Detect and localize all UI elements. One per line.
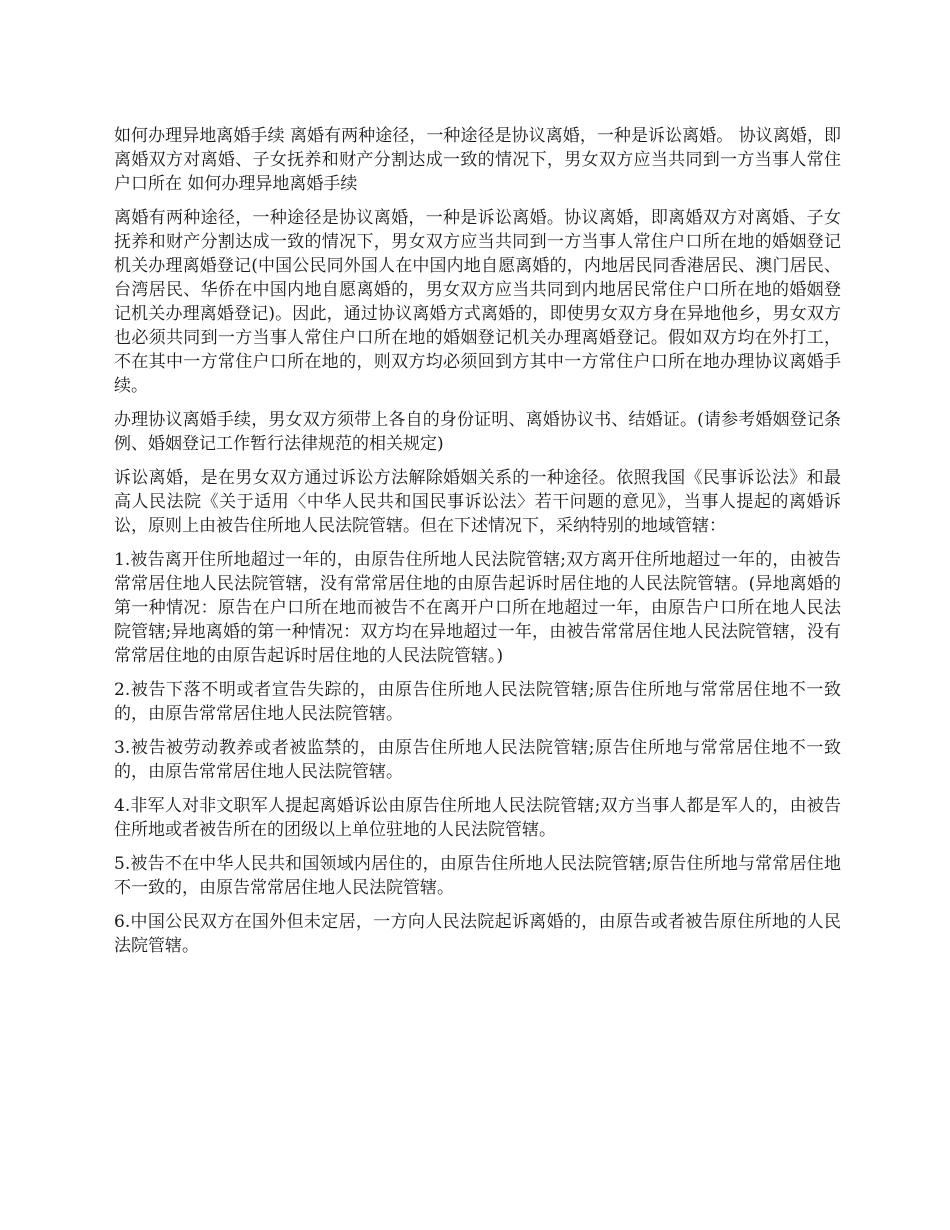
list-item-6: 6.中国公民双方在国外但未定居，一方向人民法院起诉离婚的，由原告或者被告原住所地的人民法院管辖。: [114, 912, 841, 956]
paragraph-required-documents: 办理协议离婚手续，男女双方须带上各自的身份证明、离婚协议书、结婚证。(请参考婚姻登记条例、婚姻登记工作暂行法律规范的相关规定): [114, 410, 841, 454]
document-body: [114, 124, 841, 968]
paragraph-intro: 如何办理异地离婚手续 离婚有两种途径，一种途径是协议离婚，一种是诉讼离婚。 协议离婚，即离婚双方对离婚、子女抚养和财产分割达成一致的情况下，男女双方应当共同到一方当事人常住户口所在 如何办理异地离婚手续: [114, 126, 841, 194]
paragraph-litigation-divorce: 诉讼离婚，是在男女双方通过诉讼方法解除婚姻关系的一种途径。依照我国《民事诉讼法》和最高人民法院《关于适用〈中华人民共和国民事诉讼法〉若干问题的意见》，当事人提起的离婚诉讼，原则上由被告住所地人民法院管辖。但在下述情况下，采纳特别的地域管辖：: [114, 468, 841, 536]
list-item-1: 1.被告离开住所地超过一年的，由原告住所地人民法院管辖;双方离开住所地超过一年的，由被告常常居住地人民法院管辖，没有常常居住地的由原告起诉时居住地的人民法院管辖。(异地离婚的第一种情况：原告在户口所在地而被告不在离开户口所在地超过一年，由原告户口所在地人民法院管辖;异地离婚的第一种情况：双方均在异地超过一年，由被告常常居住地人民法院管辖，没有常常居住地的由原告起诉时居住地的人民法院管辖。): [114, 550, 841, 666]
list-item-2: 2.被告下落不明或者宣告失踪的，由原告住所地人民法院管辖;原告住所地与常常居住地不一致的，由原告常常居住地人民法院管辖。: [114, 680, 841, 724]
list-item-3: 3.被告被劳动教养或者被监禁的，由原告住所地人民法院管辖;原告住所地与常常居住地不一致的，由原告常常居住地人民法院管辖。: [114, 738, 841, 782]
paragraph-agreement-divorce: 离婚有两种途径，一种途径是协议离婚，一种是诉讼离婚。协议离婚，即离婚双方对离婚、子女抚养和财产分割达成一致的情况下，男女双方应当共同到一方当事人常住户口所在地的婚姻登记机关办理离婚登记(中国公民同外国人在中国内地自愿离婚的，内地居民同香港居民、澳门居民、台湾居民、华侨在中国内地自愿离婚的，男女双方应当共同到内地居民常住户口所在地的婚姻登记机关办理离婚登记)。因此，通过协议离婚方式离婚的，即使男女双方身在异地他乡，男女双方也必须共同到一方当事人常住户口所在地的婚姻登记机关办理离婚登记。假如双方均在外打工，不在其中一方常住户口所在地的，则双方均必须回到方其中一方常住户口所在地办理协议离婚手续。: [114, 208, 841, 396]
list-item-5: 5.被告不在中华人民共和国领域内居住的，由原告住所地人民法院管辖;原告住所地与常常居住地不一致的，由原告常常居住地人民法院管辖。: [114, 854, 841, 898]
list-item-4: 4.非军人对非文职军人提起离婚诉讼由原告住所地人民法院管辖;双方当事人都是军人的，由被告住所地或者被告所在的团级以上单位驻地的人民法院管辖。: [114, 796, 841, 840]
